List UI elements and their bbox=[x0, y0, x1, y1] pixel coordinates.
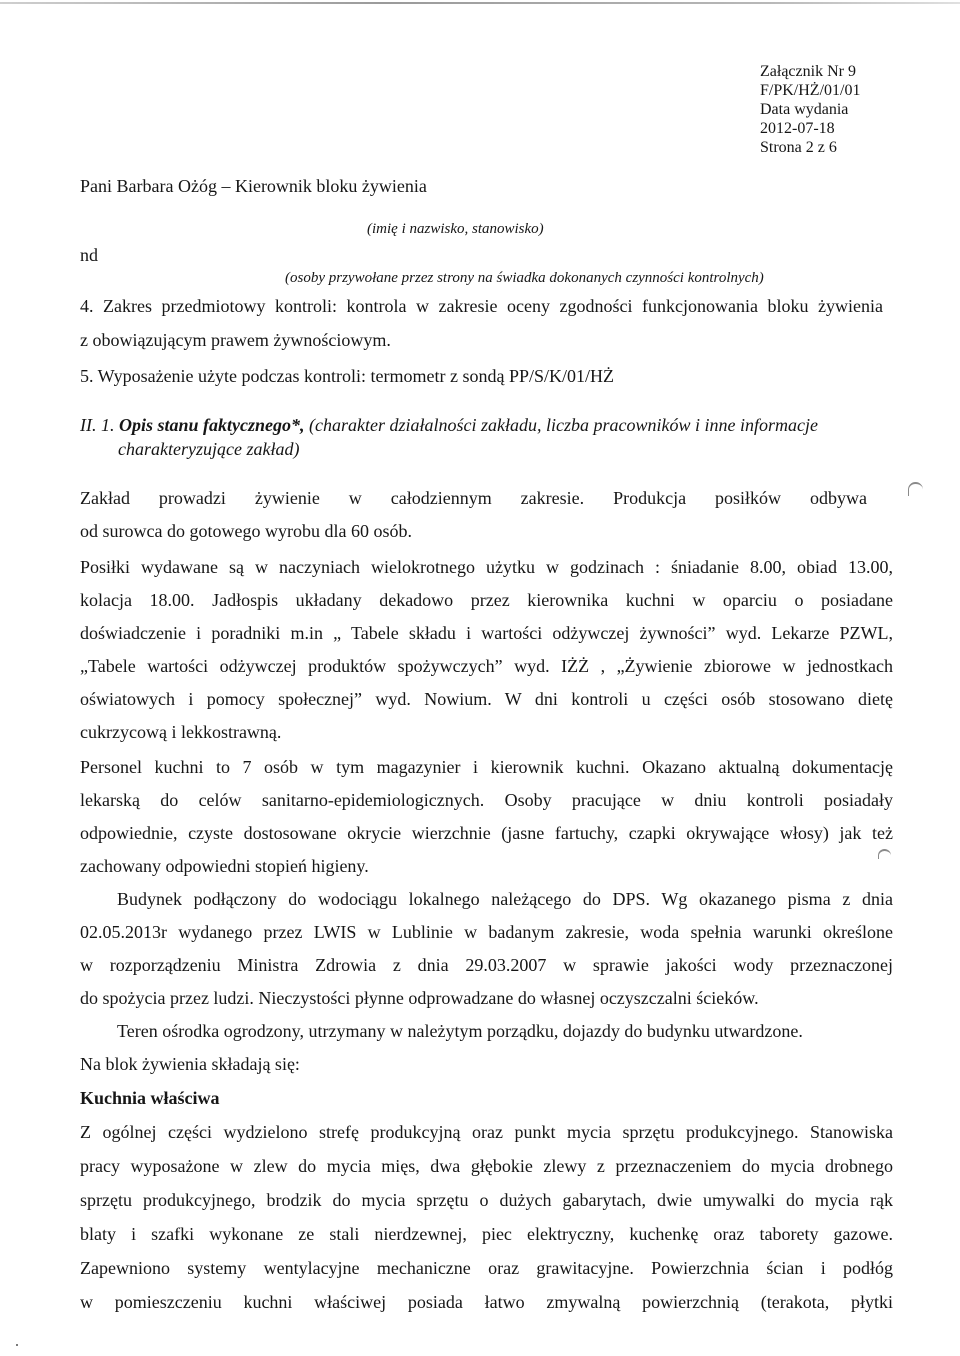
paragraph-line: 02.05.2013r wydanego przez LWIS w Lublinie w badanym zakresie, woda spełnia warunki określone bbox=[80, 922, 893, 942]
scope-line-2: z obowiązującym prawem żywnościowym. bbox=[80, 330, 391, 350]
paragraph-line: „Tabele wartości odżywczej produktów spożywczych” wyd. IŻŻ , „Żywienie zbiorowe w jednostkach bbox=[80, 656, 893, 676]
paragraph-line: odpowiednie, czyste dostosowane okrycie wierzchnie (jasne fartuchy, czapki okrywające włosy) jak też bbox=[80, 823, 893, 843]
paragraph-line: Na blok żywienia składają się: bbox=[80, 1054, 300, 1074]
section-title: Opis stanu faktycznego*, bbox=[119, 415, 305, 435]
person-caption: (imię i nazwisko, stanowisko) bbox=[367, 221, 544, 237]
paragraph-line: oświatowych i pomocy społecznej” wyd. Nowium. W dni kontroli u części osób stosowano dietę bbox=[80, 689, 893, 709]
witness-caption: (osoby przywołane przez strony na świadka dokonanych czynności kontrolnych) bbox=[285, 270, 764, 286]
scan-mark bbox=[908, 482, 923, 496]
page-number: Strona 2 z 6 bbox=[760, 139, 837, 156]
paragraph-line: Personel kuchni to 7 osób w tym magazynier i kierownik kuchni. Okazano aktualną dokumentację bbox=[80, 757, 893, 777]
section-heading bbox=[80, 415, 818, 436]
paragraph-line: pracy wyposażone w zlew do mycia mięs, dwa głębokie zlewy z przeznaczeniem do mycia drobnego bbox=[80, 1156, 893, 1176]
section-description-2: charakteryzujące zakład) bbox=[118, 439, 300, 459]
person-line: Pani Barbara Ożóg – Kierownik bloku żywienia bbox=[80, 176, 427, 196]
scan-speck bbox=[16, 1344, 18, 1346]
paragraph-line: od surowca do gotowego wyrobu dla 60 osób. bbox=[80, 521, 412, 541]
paragraph-line: Posiłki wydawane są w naczyniach wielokrotnego użytku w godzinach : śniadanie 8.00, obiad 13.00, bbox=[80, 557, 893, 577]
paragraph-line: w pomieszczeniu kuchni właściwej posiada łatwo zmywalną powierzchnią (terakota, płytki bbox=[80, 1292, 893, 1312]
paragraph-line: doświadczenie i poradniki m.in „ Tabele składu i wartości odżywczej żywności” wyd. Lekarze PZWL, bbox=[80, 623, 893, 643]
paragraph-line: Zakład prowadzi żywienie w całodziennym zakresie. Produkcja posiłków odbywa bbox=[80, 488, 867, 508]
paragraph-line: Teren ośrodka ogrodzony, utrzymany w należytym porządku, dojazdy do budynku utwardzone. bbox=[117, 1021, 803, 1041]
paragraph-line: cukrzycową i lekkostrawną. bbox=[80, 722, 282, 742]
paragraph-line: kolacja 18.00. Jadłospis układany dekadowo przez kierownika kuchni w oparciu o posiadane bbox=[80, 590, 893, 610]
scope-line-1: 4. Zakres przedmiotowy kontroli: kontrola w zakresie oceny zgodności funkcjonowania bloku żywienia bbox=[80, 296, 883, 316]
scan-mark bbox=[878, 849, 891, 859]
paragraph-line: Zapewniono systemy wentylacyjne mechaniczne oraz grawitacyjne. Powierzchnia ścian i podłóg bbox=[80, 1258, 893, 1278]
issue-date-label: Data wydania bbox=[760, 101, 849, 118]
issue-date: 2012-07-18 bbox=[760, 120, 835, 137]
paragraph-line: Budynek podłączony do wodociągu lokalnego należącego do DPS. Wg okazanego pisma z dnia bbox=[117, 889, 893, 909]
paragraph-line: do spożycia przez ludzi. Nieczystości płynne odprowadzane do własnej oczyszczalni ścieków. bbox=[80, 988, 759, 1008]
paragraph-line: w rozporządzeniu Ministra Zdrowia z dnia 29.03.2007 w sprawie jakości wody przeznaczonej bbox=[80, 955, 893, 975]
paragraph-line: blaty i szafki wykonane ze stali nierdzewnej, piec elektryczny, kuchenkę oraz taborety gazowe. bbox=[80, 1224, 893, 1244]
paragraph-line: sprzętu produkcyjnego, brodzik do mycia sprzętu o dużych gabarytach, dwie umywalki do mycia rąk bbox=[80, 1190, 893, 1210]
nd-text: nd bbox=[80, 245, 98, 265]
equipment-line: 5. Wyposażenie użyte podczas kontroli: termometr z sondą PP/S/K/01/HŻ bbox=[80, 366, 614, 386]
section-number: II. 1. bbox=[80, 415, 115, 435]
paragraph-line: Z ogólnej części wydzielono strefę produkcyjną oraz punkt mycia sprzętu produkcyjnego. Stanowiska bbox=[80, 1122, 893, 1142]
scan-top-edge bbox=[0, 2, 960, 4]
subsection-heading: Kuchnia właściwa bbox=[80, 1088, 220, 1108]
paragraph-line: lekarską do celów sanitarno-epidemiologicznych. Osoby pracujące w dniu kontroli posiadały bbox=[80, 790, 893, 810]
paragraph-line: zachowany odpowiedni stopień higieny. bbox=[80, 856, 369, 876]
section-description-1: (charakter działalności zakładu, liczba pracowników i inne informacje bbox=[309, 415, 818, 435]
form-code: F/PK/HŻ/01/01 bbox=[760, 82, 861, 99]
document-header bbox=[760, 62, 860, 157]
attachment-number: Załącznik Nr 9 bbox=[760, 63, 856, 80]
